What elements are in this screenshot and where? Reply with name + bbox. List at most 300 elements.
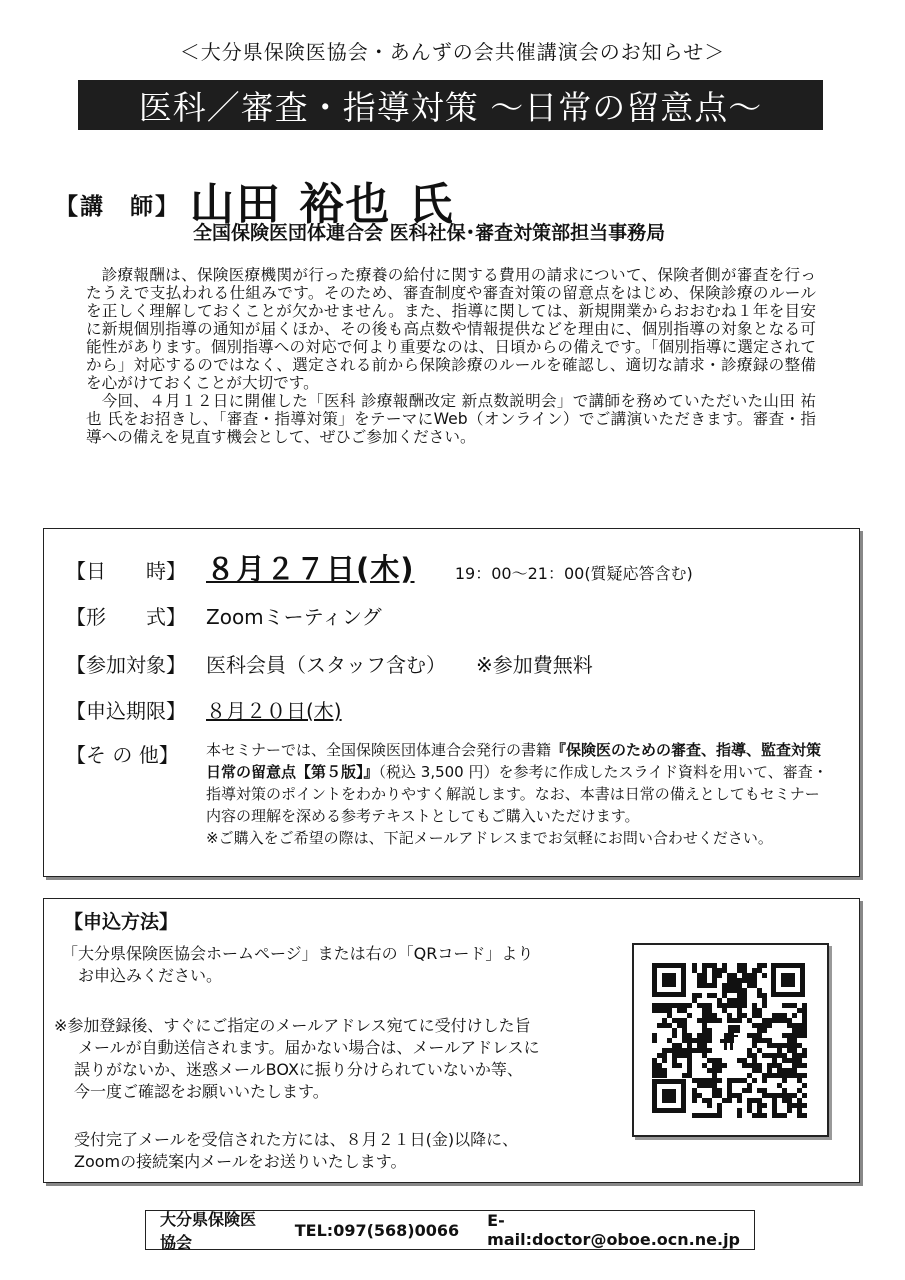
qr-module xyxy=(707,1098,712,1103)
qr-module xyxy=(687,1068,692,1073)
qr-module xyxy=(727,983,732,988)
qr-module xyxy=(762,1023,767,1028)
qr-module xyxy=(707,1113,712,1118)
qr-module xyxy=(727,1098,732,1103)
qr-module xyxy=(702,1053,707,1058)
qr-module xyxy=(737,978,742,983)
qr-module xyxy=(742,988,747,993)
qr-module xyxy=(652,1008,657,1013)
qr-module xyxy=(772,1013,777,1018)
qr-module xyxy=(757,1098,762,1103)
qr-module xyxy=(802,1008,807,1013)
qr-module xyxy=(672,1033,677,1038)
qr-module xyxy=(752,1003,757,1008)
qr-module xyxy=(697,1113,702,1118)
qr-module xyxy=(802,1018,807,1023)
qr-module xyxy=(802,1103,807,1108)
qr-module xyxy=(677,1008,682,1013)
qr-module xyxy=(722,993,727,998)
qr-module xyxy=(757,1113,762,1118)
qr-module xyxy=(682,1018,687,1023)
qr-module xyxy=(667,1048,672,1053)
contact-footer xyxy=(145,1210,755,1250)
qr-module xyxy=(687,1013,692,1018)
qr-module xyxy=(747,1018,752,1023)
qr-module xyxy=(672,1058,677,1063)
qr-module xyxy=(792,1103,797,1108)
footer-phone[interactable]: TEL:097(568)0066 xyxy=(294,1220,460,1240)
qr-module xyxy=(662,1058,667,1063)
qr-module xyxy=(797,1098,802,1103)
confirmation-note-2: Zoomの接続案内メールをお送りいたします。 xyxy=(74,1152,407,1171)
qr-module xyxy=(652,1003,657,1008)
qr-module xyxy=(762,1028,767,1033)
qr-module xyxy=(752,1113,757,1118)
qr-module xyxy=(707,1058,712,1063)
qr-module xyxy=(697,1093,702,1098)
qr-module xyxy=(687,1038,692,1043)
page-title xyxy=(78,80,823,130)
qr-module xyxy=(797,1103,802,1108)
qr-module xyxy=(712,968,717,973)
qr-module xyxy=(777,1083,782,1088)
qr-module xyxy=(677,1063,682,1068)
qr-module xyxy=(782,1073,787,1078)
footer-email[interactable]: E-mail:doctor@oboe.ocn.ne.jp xyxy=(487,1211,741,1249)
qr-module xyxy=(717,1093,722,1098)
qr-module xyxy=(777,1048,782,1053)
qr-module xyxy=(742,1088,747,1093)
qr-module xyxy=(697,1083,702,1088)
qr-module xyxy=(787,1023,792,1028)
qr-module xyxy=(792,1003,797,1008)
qr-module xyxy=(752,1063,757,1068)
qr-module xyxy=(777,1063,782,1068)
qr-module xyxy=(782,1088,787,1093)
lecturer-label: 【講 師】 xyxy=(55,194,180,220)
qr-module xyxy=(757,1048,762,1053)
qr-module xyxy=(752,1008,757,1013)
qr-module xyxy=(762,1003,767,1008)
qr-module xyxy=(722,1008,727,1013)
qr-module xyxy=(712,1068,717,1073)
qr-module xyxy=(742,993,747,998)
qr-module xyxy=(702,968,707,973)
qr-module xyxy=(712,1073,717,1078)
event-time: 19：00～21：00(質疑応答含む) xyxy=(454,564,693,583)
qr-module xyxy=(712,1058,717,1063)
book-title: 『保険医のための審査、指導、監査対策 日常の留意点【第５版】』 xyxy=(206,741,837,781)
qr-module xyxy=(782,1098,787,1103)
qr-module xyxy=(732,998,737,1003)
qr-module xyxy=(757,963,762,968)
qr-module xyxy=(777,1073,782,1078)
qr-module xyxy=(787,1003,792,1008)
qr-module xyxy=(687,1048,692,1053)
qr-module xyxy=(772,1018,777,1023)
qr-module xyxy=(792,1058,797,1063)
other-text-pre: 本セミナーでは、全国保険医団体連合会発行の書籍 xyxy=(206,741,552,759)
qr-module xyxy=(662,1023,667,1028)
qr-module xyxy=(772,1113,777,1118)
qr-module xyxy=(667,1013,672,1018)
confirmation-note-1: 受付完了メールを受信された方には、８月２１日(金)以降に、 xyxy=(74,1130,519,1149)
qr-module xyxy=(717,1103,722,1108)
qr-module xyxy=(792,1023,797,1028)
qr-module xyxy=(667,1003,672,1008)
qr-module xyxy=(787,1068,792,1073)
qr-module xyxy=(757,1008,762,1013)
qr-module xyxy=(737,1078,742,1083)
qr-module xyxy=(787,1073,792,1078)
qr-module xyxy=(797,1023,802,1028)
qr-module xyxy=(802,1083,807,1088)
qr-module xyxy=(772,1093,777,1098)
qr-module xyxy=(717,1113,722,1118)
qr-module xyxy=(737,1003,742,1008)
qr-module xyxy=(777,1113,782,1118)
qr-module xyxy=(742,998,747,1003)
qr-module xyxy=(767,1093,772,1098)
qr-module xyxy=(722,983,727,988)
qr-module xyxy=(802,1053,807,1058)
qr-module xyxy=(737,983,742,988)
qr-module xyxy=(777,1043,782,1048)
qr-module xyxy=(762,1093,767,1098)
qr-module xyxy=(687,1033,692,1038)
qr-module xyxy=(782,1013,787,1018)
registration-note-3: 誤りがないか、迷惑メールBOXに振り分けられていないか等、 xyxy=(74,1060,523,1079)
qr-module xyxy=(722,963,727,968)
qr-module xyxy=(757,993,762,998)
qr-module xyxy=(792,1073,797,1078)
qr-module xyxy=(712,1063,717,1068)
qr-module xyxy=(737,1018,742,1023)
qr-module xyxy=(682,1033,687,1038)
qr-module xyxy=(782,1058,787,1063)
footer-organization: 大分県保険医協会 xyxy=(160,1210,257,1252)
qr-module xyxy=(757,1063,762,1068)
qr-module xyxy=(732,1078,737,1083)
qr-module xyxy=(747,1033,752,1038)
qr-module xyxy=(737,1113,742,1118)
qr-module xyxy=(692,1098,697,1103)
qr-module xyxy=(702,1048,707,1053)
qr-module xyxy=(732,1093,737,1098)
qr-module xyxy=(782,1043,787,1048)
qr-module xyxy=(737,1093,742,1098)
qr-module xyxy=(707,1018,712,1023)
qr-module xyxy=(717,998,722,1003)
qr-module xyxy=(772,1103,777,1108)
qr-module xyxy=(712,973,717,978)
qr-module xyxy=(702,1018,707,1023)
qr-module xyxy=(677,1048,682,1053)
qr-module xyxy=(677,1018,682,1023)
qr-module xyxy=(752,1098,757,1103)
qr-module xyxy=(662,1068,667,1073)
qr-module xyxy=(692,968,697,973)
qr-module xyxy=(802,1033,807,1038)
qr-module xyxy=(747,978,752,983)
qr-module xyxy=(797,1008,802,1013)
qr-module xyxy=(707,1048,712,1053)
event-date: ８月２７日(木) xyxy=(206,552,415,586)
qr-module xyxy=(772,1043,777,1048)
lecturer-organization: 全国保険医団体連合会 医科社保･審査対策部担当事務局 xyxy=(193,222,666,244)
qr-module xyxy=(742,1078,747,1083)
qr-module xyxy=(742,968,747,973)
qr-module xyxy=(702,1113,707,1118)
qr-module xyxy=(757,1108,762,1113)
qr-code-icon[interactable] xyxy=(632,943,829,1137)
qr-module xyxy=(692,1088,697,1093)
qr-module xyxy=(657,1023,662,1028)
qr-module xyxy=(722,1098,727,1103)
qr-module xyxy=(702,1063,707,1068)
qr-module xyxy=(717,1078,722,1083)
qr-module xyxy=(757,1103,762,1108)
qr-module xyxy=(672,1018,677,1023)
qr-module xyxy=(792,1063,797,1068)
qr-module xyxy=(747,1083,752,1088)
qr-module xyxy=(687,1043,692,1048)
qr-module xyxy=(747,1108,752,1113)
qr-module xyxy=(747,973,752,978)
qr-module xyxy=(712,978,717,983)
qr-module xyxy=(752,1068,757,1073)
qr-module xyxy=(772,1058,777,1063)
qr-module xyxy=(717,1068,722,1073)
qr-module xyxy=(792,1048,797,1053)
qr-module xyxy=(782,1113,787,1118)
qr-module xyxy=(767,1053,772,1058)
qr-module xyxy=(712,1093,717,1098)
qr-module xyxy=(697,983,702,988)
qr-module xyxy=(652,1068,657,1073)
qr-module xyxy=(787,1033,792,1038)
qr-module xyxy=(687,1053,692,1058)
qr-module xyxy=(802,1028,807,1033)
qr-module xyxy=(782,1068,787,1073)
qr-module xyxy=(752,1038,757,1043)
intro-paragraph-1: 診療報酬は、保険医療機関が行った療養の給付に関する費用の請求について、保険者側が審査を行ったうえで支払われる仕組みです。そのため、審査制度や審査対策の留意点をはじめ、保険診療のルールを正しく理解しておくことが欠かせません。また、指導に関しては、新規開業からおおむね１年を目安に新規個別指導の通知が届くほか、その後も高点数や情報提供などを理由に、個別指導の対象となる可能性があります。個別指導への対応で何より重要なのは、日頃からの備えです。「個別指導に選定されてから」対応するのではなく、選定される前から保険診療のルールを確認し、適切な請求・診療録の整備を心がけておくことが大切です。 xyxy=(86,266,816,392)
qr-module xyxy=(747,1098,752,1103)
qr-module xyxy=(767,1068,772,1073)
lecturer-name: 山田 裕也 氏 xyxy=(190,179,455,230)
qr-module xyxy=(697,1038,702,1043)
qr-module xyxy=(707,1103,712,1108)
qr-module xyxy=(787,1038,792,1043)
qr-module xyxy=(692,1078,697,1083)
qr-module xyxy=(692,963,697,968)
qr-module xyxy=(747,1073,752,1078)
qr-module xyxy=(652,1063,657,1068)
qr-module xyxy=(797,1108,802,1113)
qr-module xyxy=(687,1073,692,1078)
qr-module xyxy=(707,1083,712,1088)
qr-module xyxy=(712,1083,717,1088)
qr-module xyxy=(752,1033,757,1038)
qr-module xyxy=(747,983,752,988)
deadline-label: 【申込期限】 xyxy=(66,699,186,723)
qr-module xyxy=(707,963,712,968)
qr-module xyxy=(712,1113,717,1118)
qr-module xyxy=(797,1028,802,1033)
qr-module xyxy=(767,1063,772,1068)
qr-module xyxy=(677,1023,682,1028)
qr-module xyxy=(732,973,737,978)
qr-module xyxy=(702,1028,707,1033)
qr-module xyxy=(667,1008,672,1013)
qr-module xyxy=(702,1013,707,1018)
qr-module xyxy=(727,1003,732,1008)
target-label: 【参加対象】 xyxy=(66,653,186,677)
qr-module xyxy=(752,1078,757,1083)
qr-module xyxy=(737,998,742,1003)
intro-paragraph-2: 今回、４月１２日に開催した「医科 診療報酬改定 新点数説明会」で講師を務めていただいた山田 祐也 氏をお招きし、「審査・指導対策」をテーマにWeb（オンライン）でご講演いただきます。審査・指導への備えを見直す機会として、ぜひご参加ください。 xyxy=(86,392,816,446)
qr-module xyxy=(792,1033,797,1038)
other-details xyxy=(206,739,837,849)
application-box xyxy=(43,898,860,1183)
qr-module xyxy=(717,1108,722,1113)
qr-module xyxy=(657,1053,662,1058)
qr-module xyxy=(787,1058,792,1063)
qr-module xyxy=(742,978,747,983)
qr-module xyxy=(697,1043,702,1048)
qr-module xyxy=(722,1003,727,1008)
qr-module xyxy=(797,1053,802,1058)
qr-module xyxy=(762,973,767,978)
qr-module xyxy=(802,1093,807,1098)
qr-module xyxy=(672,1048,677,1053)
qr-module xyxy=(652,1073,657,1078)
qr-module xyxy=(752,983,757,988)
qr-module xyxy=(762,1073,767,1078)
qr-module xyxy=(737,1013,742,1018)
qr-module xyxy=(657,1068,662,1073)
registration-note-2: メールが自動送信されます。届かない場合は、メールアドレスに xyxy=(78,1038,540,1057)
qr-module xyxy=(662,1048,667,1053)
qr-module xyxy=(787,1103,792,1108)
qr-module xyxy=(692,998,697,1003)
qr-module xyxy=(722,1063,727,1068)
qr-module xyxy=(682,1003,687,1008)
qr-module xyxy=(792,1043,797,1048)
qr-module xyxy=(697,1033,702,1038)
qr-module xyxy=(702,963,707,968)
qr-module xyxy=(782,1053,787,1058)
qr-module xyxy=(727,978,732,983)
qr-module xyxy=(652,1033,657,1038)
qr-module xyxy=(707,993,712,998)
other-text-post: （税込 3,500 円）を参考に作成したスライド資料を用いて、審査・指導対策のポイントをわかりやすく解説します。なお、本書は日常の備えとしてもセミナー内容の理解を深める参考テキストとしてもご購入いただけます。 xyxy=(206,763,828,825)
qr-module xyxy=(702,1038,707,1043)
qr-module xyxy=(712,1018,717,1023)
qr-module xyxy=(707,983,712,988)
qr-module xyxy=(702,1043,707,1048)
qr-module xyxy=(727,1013,732,1018)
qr-module xyxy=(792,1093,797,1098)
qr-module xyxy=(717,1018,722,1023)
qr-module xyxy=(762,1088,767,1093)
qr-module xyxy=(732,978,737,983)
qr-module xyxy=(707,1078,712,1083)
qr-module xyxy=(747,1053,752,1058)
qr-module xyxy=(727,998,732,1003)
qr-module xyxy=(662,1008,667,1013)
format-label: 【形 式】 xyxy=(66,605,186,629)
qr-module xyxy=(757,1088,762,1093)
qr-module xyxy=(802,1113,807,1118)
qr-module xyxy=(727,1078,732,1083)
qr-module xyxy=(737,1098,742,1103)
qr-module xyxy=(702,1078,707,1083)
qr-module xyxy=(757,1038,762,1043)
qr-module xyxy=(712,963,717,968)
qr-module xyxy=(782,1018,787,1023)
format-value: Zoomミーティング xyxy=(206,605,382,629)
qr-module xyxy=(687,1003,692,1008)
qr-module xyxy=(672,1053,677,1058)
qr-module xyxy=(702,1033,707,1038)
qr-module xyxy=(682,1073,687,1078)
qr-module xyxy=(692,1038,697,1043)
qr-module xyxy=(712,993,717,998)
qr-module xyxy=(757,1068,762,1073)
application-title: 【申込方法】 xyxy=(64,911,179,933)
qr-module xyxy=(772,1108,777,1113)
qr-module xyxy=(762,1038,767,1043)
qr-module xyxy=(757,1033,762,1038)
qr-module xyxy=(692,1093,697,1098)
qr-module xyxy=(702,1083,707,1088)
qr-module xyxy=(747,1103,752,1108)
qr-module xyxy=(782,1093,787,1098)
qr-module xyxy=(662,1053,667,1058)
qr-module xyxy=(712,983,717,988)
qr-module xyxy=(727,973,732,978)
qr-module xyxy=(742,1063,747,1068)
qr-module xyxy=(787,1018,792,1023)
qr-module xyxy=(752,1013,757,1018)
qr-module xyxy=(737,988,742,993)
qr-module xyxy=(682,1023,687,1028)
qr-module xyxy=(757,1013,762,1018)
qr-module xyxy=(702,1008,707,1013)
qr-module xyxy=(682,1028,687,1033)
qr-module xyxy=(717,973,722,978)
qr-module xyxy=(657,1063,662,1068)
qr-module xyxy=(747,1063,752,1068)
qr-module xyxy=(702,1023,707,1028)
qr-module xyxy=(797,1088,802,1093)
qr-module xyxy=(782,1003,787,1008)
qr-module xyxy=(787,1108,792,1113)
qr-module xyxy=(697,973,702,978)
qr-module xyxy=(697,993,702,998)
qr-module xyxy=(707,1008,712,1013)
qr-module xyxy=(772,1073,777,1078)
qr-module xyxy=(697,978,702,983)
qr-module xyxy=(802,1073,807,1078)
qr-module xyxy=(797,1113,802,1118)
qr-module xyxy=(697,1018,702,1023)
registration-note-4: 今一度ご確認をお願いいたします。 xyxy=(74,1082,329,1101)
qr-module xyxy=(737,1008,742,1013)
qr-module xyxy=(757,1028,762,1033)
qr-module xyxy=(742,973,747,978)
